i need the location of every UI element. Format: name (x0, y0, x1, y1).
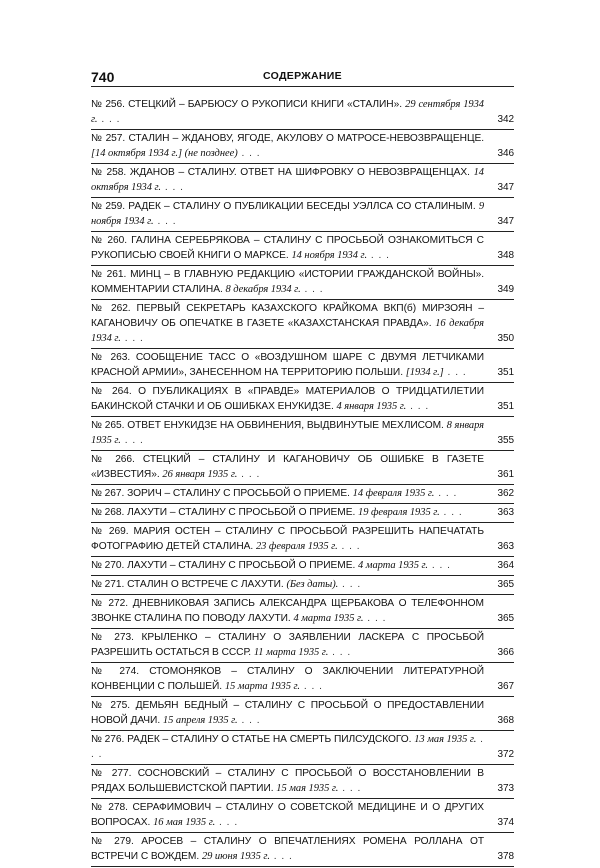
toc-entry-title: СООБЩЕНИЕ ТАСС О «ВОЗДУШНОМ ШАРЕ С ДВУМЯ ЛЕТЧИКАМИ КРАСНОЙ АРМИИ», ЗАНЕСЕННОМ НА ТЕРРИТОРИЮ ПОЛЬШИ. (91, 352, 485, 378)
toc-entry-title: СТЕЦКИЙ – БАРБЮСУ О РУКОПИСИ КНИГИ «СТАЛИН». (128, 99, 403, 110)
dot-leader: . . . (215, 817, 239, 828)
toc-entry-title: СТЕЦКИЙ – СТАЛИНУ И КАГАНОВИЧУ ОБ ОШИБКЕ В ГАЗЕТЕ «ИЗВЕСТИЯ». (91, 454, 484, 480)
toc-entry-date: 8 декабря 1934 г. (225, 284, 301, 295)
toc-entry-number: № 275. (91, 700, 130, 711)
toc-entry-date: 29 сентября 1934 г. (91, 99, 485, 125)
toc-entry-title: ДНЕВНИКОВАЯ ЗАПИСЬ АЛЕКСАНДРА ЩЕРБАКОВА О ТЕЛЕФОННОМ ЗВОНКЕ СТАЛИНА ПО ПОВОДУ ЛАХУТИ. (91, 598, 484, 624)
toc-entry-title: КРЫЛЕНКО – СТАЛИНУ О ЗАЯВЛЕНИИ ЛАСКЕРА С ПРОСЬБОЙ РАЗРЕШИТЬ ОСТАТЬСЯ В СССР. (91, 632, 484, 658)
toc-entry (91, 576, 514, 595)
toc-entry-page: 346 (497, 148, 514, 159)
toc-entry-number: № 278. (91, 802, 128, 813)
toc-entry (91, 697, 514, 731)
toc-entry (91, 629, 514, 663)
toc-entry-date: 11 марта 1935 г. (253, 647, 329, 658)
toc-entry-date: 13 мая 1935 г. (414, 734, 477, 745)
toc-entry-date: 14 ноября 1934 г. (291, 250, 368, 261)
toc-entry-number: № 273. (91, 632, 134, 643)
toc-entry-page: 355 (497, 435, 514, 446)
toc-entry (91, 451, 514, 485)
toc-entry-title: СТАЛИН О ВСТРЕЧЕ С ЛАХУТИ. (127, 579, 284, 590)
toc-entry-date: 15 мая 1935 г. (276, 783, 339, 794)
toc-entry-date: 29 июня 1935 г. (201, 851, 270, 862)
toc-entry-page: 374 (497, 817, 514, 828)
toc-entry-title: О ПУБЛИКАЦИЯХ В «ПРАВДЕ» МАТЕРИАЛОВ О ТРИДЦАТИЛЕТИИ БАКИНСКОЙ СТАЧКИ И ОБ ОШИБКАХ ЕНУКИДЗЕ. (91, 386, 485, 412)
toc-entry (91, 383, 514, 417)
toc-entry-title: МИНЦ – В ГЛАВНУЮ РЕДАКЦИЮ «ИСТОРИИ ГРАЖДАНСКОЙ ВОЙНЫ». КОММЕНТАРИИ СТАЛИНА. (91, 269, 484, 295)
toc-entry (91, 557, 514, 576)
toc-entry-number: № 270. (91, 560, 125, 571)
toc-entry (91, 417, 514, 451)
toc-entry (91, 799, 514, 833)
toc-entry (91, 96, 514, 130)
toc-entry-number: № 266. (91, 454, 135, 465)
toc-entry-title: ЛАХУТИ – СТАЛИНУ С ПРОСЬБОЙ О ПРИЕМЕ. (127, 507, 356, 518)
dot-leader: . . . (338, 783, 362, 794)
dot-leader: . . . (428, 560, 451, 571)
toc-entry-title: МАРИЯ ОСТЕН – СТАЛИНУ С ПРОСЬБОЙ РАЗРЕШИТЬ НАПЕЧАТАТЬ ФОТОГРАФИЮ ДЕТЕЙ СТАЛИНА. (91, 526, 484, 552)
toc-entry-page: 367 (497, 681, 514, 692)
toc-entry-date: [14 октября 1934 г.] (не позднее) (91, 148, 238, 159)
toc-entry-page: 351 (497, 401, 514, 412)
toc-entry (91, 198, 514, 232)
toc-entry-number: № 259. (91, 201, 126, 212)
dot-leader: . . . (337, 541, 361, 552)
dot-leader: . . . (237, 715, 261, 726)
toc-entry-date: 26 января 1935 г. (162, 469, 238, 480)
toc-entry-date: (Без даты). (286, 579, 339, 590)
dot-leader: . . . (237, 469, 261, 480)
toc-entry-page: 362 (497, 488, 514, 499)
toc-entry-title: РАДЕК – СТАЛИНУ О СТАТЬЕ НА СМЕРТЬ ПИЛСУДСКОГО. (127, 734, 412, 745)
toc-entry-page: 365 (497, 613, 514, 624)
toc-entry-title: РАДЕК – СТАЛИНУ О ПУБЛИКАЦИИ БЕСЕДЫ УЭЛЛСА СО СТАЛИНЫМ. (128, 201, 476, 212)
dot-leader: . . . (153, 216, 177, 227)
toc-entry-title: ЛАХУТИ – СТАЛИНУ С ПРОСЬБОЙ О ПРИЕМЕ. (127, 560, 356, 571)
toc-entry-date: 4 января 1935 г. (336, 401, 407, 412)
toc-entry-page: 347 (497, 182, 514, 193)
dot-leader: . . . (237, 148, 261, 159)
toc-entry-number: № 261. (91, 269, 127, 280)
toc-entry-date: 16 мая 1935 г. (153, 817, 216, 828)
toc-entry-date: 8 января 1935 г. (91, 420, 485, 446)
toc-entry (91, 833, 514, 867)
toc-entry-date: 16 декабря 1934 г. (91, 318, 484, 344)
toc-entry-title: СОСНОВСКИЙ – СТАЛИНУ С ПРОСЬБОЙ О ВОССТАНОВЛЕНИИ В РЯДАХ БОЛЬШЕВИСТСКОЙ ПАРТИИ. (91, 768, 484, 794)
toc-entry (91, 232, 514, 266)
toc-entry-title: АРОСЕВ – СТАЛИНУ О ВПЕЧАТЛЕНИЯХ РОМЕНА РОЛЛАНА ОТ ВСТРЕЧИ С ВОЖДЕМ. (91, 836, 484, 862)
toc-entry-number: № 272. (91, 598, 129, 609)
dot-leader: . . . (443, 367, 467, 378)
dot-leader: . . . (91, 734, 485, 760)
dot-leader: . . . (160, 182, 184, 193)
toc-entry (91, 266, 514, 300)
toc-entry-page: 348 (497, 250, 514, 261)
toc-entry-number: № 268. (91, 507, 125, 518)
toc-entry-page: 378 (497, 851, 514, 862)
toc-entry-number: № 260. (91, 235, 127, 246)
toc-entry-date: 14 октября 1934 г. (91, 167, 485, 193)
toc-entry-number: № 277. (91, 768, 132, 779)
toc-entry-date: 4 марта 1935 г. (358, 560, 428, 571)
toc-entry (91, 523, 514, 557)
page-header (91, 68, 514, 87)
dot-leader: . . . (300, 284, 324, 295)
toc-entry-number: № 274. (91, 666, 140, 677)
toc-entry-date: 14 февраля 1935 г. (352, 488, 435, 499)
toc-entry (91, 130, 514, 164)
toc-entry-page: 373 (497, 783, 514, 794)
toc-entry-number: № 258. (91, 167, 127, 178)
toc-entry-date: 15 апреля 1935 г. (162, 715, 238, 726)
toc-entry-title: СЕРАФИМОВИЧ – СТАЛИНУ О СОВЕТСКОЙ МЕДИЦИНЕ И О ДРУГИХ ВОПРОСАХ. (91, 802, 485, 828)
toc-entry-number: № 256. (91, 99, 125, 110)
toc-entry-number: № 271. (91, 579, 125, 590)
dot-leader: . . . (328, 647, 352, 658)
toc-entry-title: СТОМОНЯКОВ – СТАЛИНУ О ЗАКЛЮЧЕНИИ ЛИТЕРАТУРНОЙ КОНВЕНЦИИ С ПОЛЬШЕЙ. (91, 666, 484, 692)
toc-entry (91, 765, 514, 799)
toc-entry-date: 9 ноября 1934 г. (91, 201, 485, 227)
toc-entry-number: № 269. (91, 526, 129, 537)
toc-entry-page: 366 (497, 647, 514, 658)
toc-entry (91, 485, 514, 504)
toc-entry-date: 15 марта 1935 г. (224, 681, 301, 692)
toc-entry-number: № 257. (91, 133, 126, 144)
dot-leader: . . . (97, 114, 121, 125)
toc-entry-title: ЗОРИЧ – СТАЛИНУ С ПРОСЬБОЙ О ПРИЕМЕ. (127, 488, 350, 499)
toc-entry-number: № 263. (91, 352, 131, 363)
toc-entry-page: 350 (497, 333, 514, 344)
toc-entry-number: № 265. (91, 420, 125, 431)
dot-leader: . . . (338, 579, 362, 590)
dot-leader: . . . (434, 488, 458, 499)
toc-entry (91, 595, 514, 629)
dot-leader: . . . (120, 435, 144, 446)
dot-leader: . . . (300, 681, 323, 692)
toc-entry-page: 363 (497, 541, 514, 552)
toc-entry-page: 342 (497, 114, 514, 125)
toc-entry-date: [1934 г.] (405, 367, 444, 378)
dot-leader: . . . (439, 507, 463, 518)
toc-entry (91, 164, 514, 198)
dot-leader: . . . (406, 401, 430, 412)
toc-entry-number: № 267. (91, 488, 125, 499)
toc-entry-title: ОТВЕТ ЕНУКИДЗЕ НА ОБВИНЕНИЯ, ВЫДВИНУТЫЕ МЕХЛИСОМ. (127, 420, 444, 431)
dot-leader: . . . (269, 851, 293, 862)
toc-entry-page: 364 (497, 560, 514, 571)
running-title: СОДЕРЖАНИЕ (263, 70, 342, 82)
toc-entry (91, 300, 514, 349)
toc-entry-number: № 279. (91, 836, 134, 847)
page-number: 740 (91, 69, 115, 85)
toc-entry-page: 372 (497, 749, 514, 760)
toc-entry-title: ЖДАНОВ – СТАЛИНУ. ОТВЕТ НА ШИФРОВКУ О НЕВОЗВРАЩЕНЦАХ. (129, 167, 470, 178)
toc-entry-date: 19 февраля 1935 г. (358, 507, 440, 518)
toc-entry-page: 351 (497, 367, 514, 378)
dot-leader: . . . (363, 613, 387, 624)
toc-entry-number: № 262. (91, 303, 131, 314)
toc-entry-page: 363 (497, 507, 514, 518)
toc-entry (91, 663, 514, 697)
toc-entry-title: ГАЛИНА СЕРЕБРЯКОВА – СТАЛИНУ С ПРОСЬБОЙ ОЗНАКОМИТЬСЯ С РУКОПИСЬЮ СВОЕЙ КНИГИ О МАРКСЕ. (91, 235, 484, 261)
dot-leader: . . . (367, 250, 391, 261)
toc-entry-date: 4 марта 1935 г. (293, 613, 364, 624)
toc-entry-title: ДЕМЬЯН БЕДНЫЙ – СТАЛИНУ С ПРОСЬБОЙ О ПРЕДОСТАВЛЕНИИ НОВОЙ ДАЧИ. (91, 700, 484, 726)
toc-entry (91, 349, 514, 383)
toc-entry-title: ПЕРВЫЙ СЕКРЕТАРЬ КАЗАХСКОГО КРАЙКОМА ВКП(б) МИРЗОЯН – КАГАНОВИЧУ ОБ ОПЕЧАТКЕ В ГАЗЕТЕ «КАЗАХСТАНСКАЯ ПРАВДА». (91, 303, 484, 329)
toc-entry-page: 347 (497, 216, 514, 227)
toc-entry (91, 504, 514, 523)
toc-entry (91, 731, 514, 765)
toc-entry-page: 368 (497, 715, 514, 726)
toc-entry-page: 365 (497, 579, 514, 590)
toc-entry-number: № 276. (91, 734, 125, 745)
dot-leader: . . . (120, 333, 144, 344)
toc-entry-date: 23 февраля 1935 г. (255, 541, 338, 552)
table-of-contents (91, 96, 514, 867)
toc-entry-number: № 264. (91, 386, 132, 397)
toc-entry-page: 361 (497, 469, 514, 480)
toc-entry-title: СТАЛИН – ЖДАНОВУ, ЯГОДЕ, АКУЛОВУ О МАТРОСЕ-НЕВОЗВРАЩЕНЦЕ. (128, 133, 484, 144)
toc-entry-page: 349 (497, 284, 514, 295)
